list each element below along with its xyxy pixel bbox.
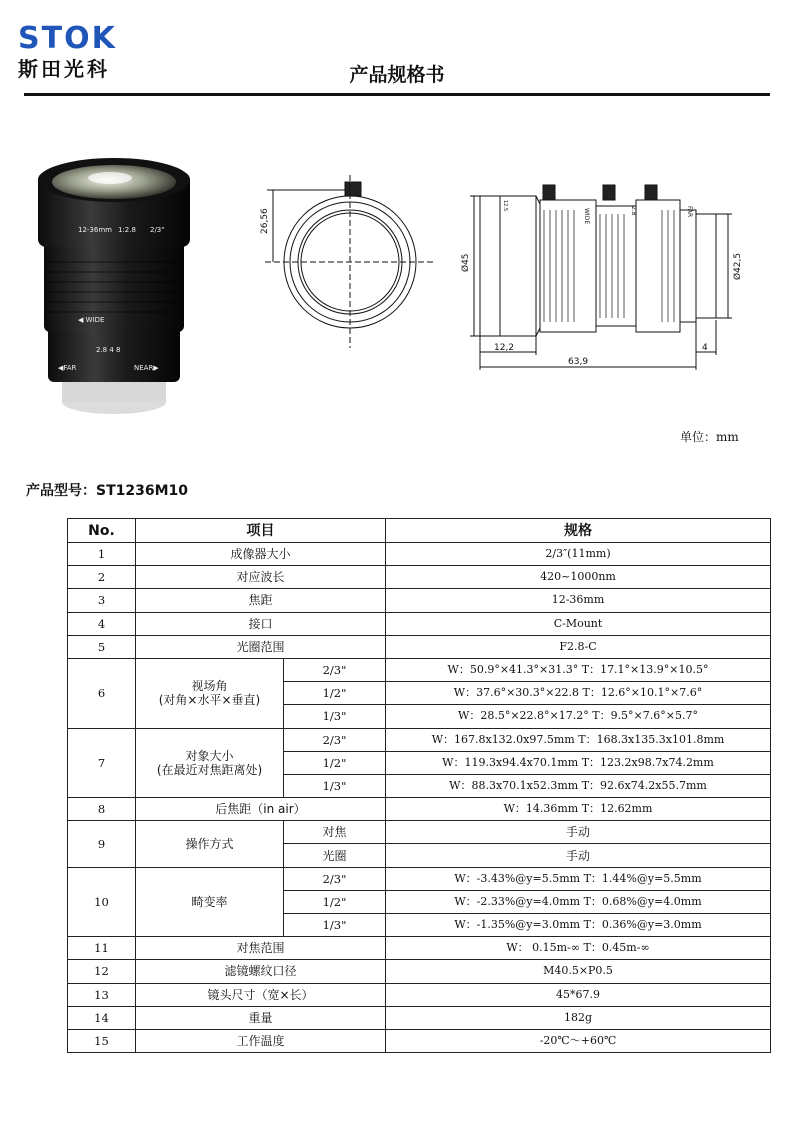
row-sub: 1/3" — [284, 774, 386, 797]
table-row — [68, 960, 771, 983]
row-item — [136, 658, 284, 728]
row-no: 3 — [68, 589, 136, 612]
row-value: 2/3″(11mm) — [386, 543, 771, 566]
row-value: W：-2.33%@y=4.0mm T：0.68%@y=4.0mm — [386, 890, 771, 913]
spec-table — [67, 518, 771, 1053]
table-row — [68, 1029, 771, 1052]
row-sub: 对焦 — [284, 821, 386, 844]
row-item: 畸变率 — [136, 867, 284, 937]
header-divider — [24, 93, 770, 96]
row-item: 接口 — [136, 612, 386, 635]
row-value: W：37.6°×30.3°×22.8 T：12.6°×10.1°×7.6° — [386, 682, 771, 705]
row-item: 重量 — [136, 1006, 386, 1029]
side-dim-total-length: 63,9 — [568, 357, 589, 367]
photo-wide-text: ◀ WIDE — [78, 316, 105, 324]
row-no: 5 — [68, 635, 136, 658]
table-row — [68, 798, 771, 821]
table-row — [68, 635, 771, 658]
table-row — [68, 867, 771, 890]
row-value: W： 0.15m-∞ T：0.45m-∞ — [386, 937, 771, 960]
front-view-drawing — [245, 170, 445, 350]
row-no: 14 — [68, 1006, 136, 1029]
row-sub: 1/3" — [284, 705, 386, 728]
row-value: W：14.36mm T：12.62mm — [386, 798, 771, 821]
row-item: 对焦范围 — [136, 937, 386, 960]
row-value: M40.5×P0.5 — [386, 960, 771, 983]
row-item: 滤镜螺纹口径 — [136, 960, 386, 983]
row-item — [136, 728, 284, 798]
lens-photo — [34, 152, 194, 422]
row-sub: 1/2" — [284, 682, 386, 705]
row-no: 10 — [68, 867, 136, 937]
row-sub: 2/3" — [284, 728, 386, 751]
table-row — [68, 821, 771, 844]
row-value: W：50.9°×41.3°×31.3° T：17.1°×13.9°×10.5° — [386, 658, 771, 681]
row-sub: 1/3" — [284, 914, 386, 937]
row-value: W：-3.43%@y=5.5mm T：1.44%@y=5.5mm — [386, 867, 771, 890]
table-header-row — [68, 519, 771, 543]
row-value: 手动 — [386, 844, 771, 867]
table-row — [68, 589, 771, 612]
row-no: 1 — [68, 543, 136, 566]
side-ring-wide: WIDE — [583, 208, 590, 225]
row-value: W：167.8x132.0x97.5mm T：168.3x135.3x101.8mm — [386, 728, 771, 751]
row-item-line1: 对象大小 — [185, 748, 234, 763]
row-no: 6 — [68, 658, 136, 728]
side-ring-far: FAR — [686, 206, 693, 218]
row-item: 光圈范围 — [136, 635, 386, 658]
header-item: 项目 — [136, 519, 386, 543]
logo-chinese: 斯田光科 — [18, 57, 110, 81]
row-value: 45*67.9 — [386, 983, 771, 1006]
row-item: 成像器大小 — [136, 543, 386, 566]
document-title: 产品规格书 — [349, 64, 445, 86]
row-no: 8 — [68, 798, 136, 821]
photo-format-text: 2/3" — [150, 226, 165, 234]
table-row — [68, 543, 771, 566]
side-ring-num: 2.8 — [630, 206, 637, 216]
photo-near-text: NEAR▶ — [134, 364, 159, 372]
row-value: W：28.5°×22.8°×17.2° T：9.5°×7.6°×5.7° — [386, 705, 771, 728]
side-front-num: 12.5 — [502, 200, 508, 212]
photo-fstop-text: 2.8 4 8 — [96, 346, 121, 354]
table-row — [68, 566, 771, 589]
product-model: 产品型号：ST1236M10 — [26, 483, 189, 499]
row-value: W：88.3x70.1x52.3mm T：92.6x74.2x55.7mm — [386, 774, 771, 797]
row-no: 7 — [68, 728, 136, 798]
row-sub: 2/3" — [284, 867, 386, 890]
row-no: 4 — [68, 612, 136, 635]
header-spec: 规格 — [386, 519, 771, 543]
row-item: 后焦距（in air） — [136, 798, 386, 821]
logo-latin: STOK — [18, 21, 117, 56]
row-value: C-Mount — [386, 612, 771, 635]
row-item: 镜头尺寸（宽×长） — [136, 983, 386, 1006]
row-no: 13 — [68, 983, 136, 1006]
row-value: 420~1000nm — [386, 566, 771, 589]
row-no: 15 — [68, 1029, 136, 1052]
row-value: F2.8-C — [386, 635, 771, 658]
photo-far-text: ◀FAR — [58, 364, 77, 372]
row-sub: 光圈 — [284, 844, 386, 867]
table-row — [68, 658, 771, 681]
row-no: 9 — [68, 821, 136, 867]
row-value: 12-36mm — [386, 589, 771, 612]
row-sub: 1/2" — [284, 751, 386, 774]
side-view-drawing — [440, 170, 780, 370]
row-item-line1: 视场角 — [191, 679, 228, 694]
table-row — [68, 937, 771, 960]
row-item: 操作方式 — [136, 821, 284, 867]
side-dim-rear-diameter: Ø42,5 — [733, 252, 743, 280]
row-value: W：-1.35%@y=3.0mm T：0.36%@y=3.0mm — [386, 914, 771, 937]
row-no: 11 — [68, 937, 136, 960]
row-item: 对应波长 — [136, 566, 386, 589]
table-row — [68, 612, 771, 635]
row-value: 182g — [386, 1006, 771, 1029]
row-value: 手动 — [386, 821, 771, 844]
side-dim-front-diameter: Ø45 — [461, 253, 471, 272]
row-item: 工作温度 — [136, 1029, 386, 1052]
row-item-line2: (对角×水平×垂直) — [158, 693, 261, 708]
photo-model-text: 12-36mm — [78, 226, 112, 234]
side-dim-mount-length: 4 — [702, 343, 708, 353]
row-item-line2: (在最近对焦距离处) — [156, 762, 263, 777]
photo-aperture-text: 1:2.8 — [118, 226, 136, 234]
table-row — [68, 1006, 771, 1029]
row-sub: 2/3" — [284, 658, 386, 681]
front-dim-label: 26,56 — [260, 208, 270, 234]
row-no: 2 — [68, 566, 136, 589]
side-dim-front-length: 12,2 — [494, 343, 515, 353]
row-value: -20℃～+60℃ — [386, 1029, 771, 1052]
table-row — [68, 728, 771, 751]
table-row — [68, 983, 771, 1006]
row-no: 12 — [68, 960, 136, 983]
row-value: W：119.3x94.4x70.1mm T：123.2x98.7x74.2mm — [386, 751, 771, 774]
header-no: No. — [68, 519, 136, 543]
row-item: 焦距 — [136, 589, 386, 612]
unit-label: 单位：mm — [680, 430, 739, 444]
row-sub: 1/2" — [284, 890, 386, 913]
